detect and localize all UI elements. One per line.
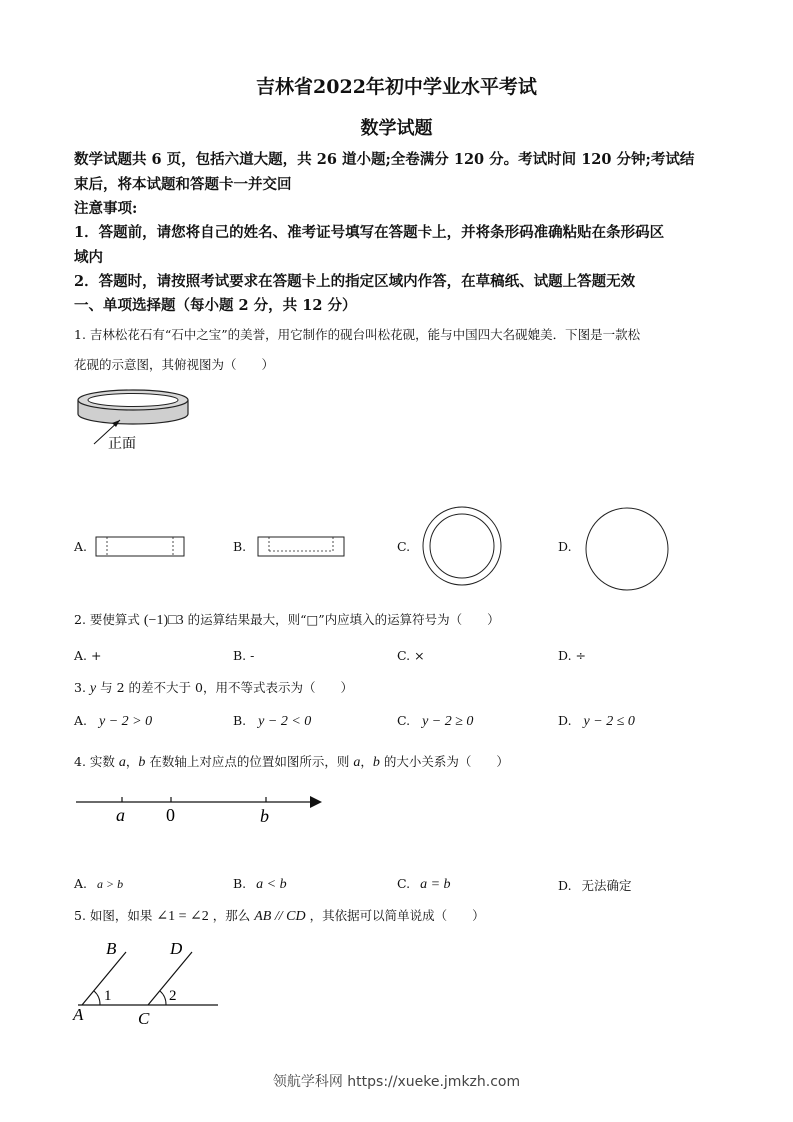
q1-option-b-label: B. [233, 539, 247, 554]
q5-suffix: ，其依据可以简单说成（ ） [309, 908, 485, 923]
q5-expr-angles: ∠1 = ∠2 [156, 909, 209, 924]
q5-expr-parallel: AB // CD [254, 909, 306, 924]
q4-prefix: 4. 实数 [74, 754, 115, 769]
q1-option-d-label: D. [558, 539, 572, 554]
q4-text-1: 在数轴上对应点的位置如图所示，则 [149, 754, 350, 769]
note-1-line-1: 1．答题前，请您将自己的姓名、准考证号填写在答题卡上，并将条形码准确粘贴在条形码区 [74, 224, 665, 241]
axis-label-a: a [116, 805, 125, 825]
q4-option-c-expr: a = b [420, 877, 451, 892]
q4-option-b [233, 876, 287, 893]
q3-option-b-expr: y − 2 < 0 [258, 714, 312, 729]
q4-option-c [397, 876, 451, 893]
q3-option-a [74, 713, 152, 730]
label-angle-1: 1 [104, 988, 112, 1004]
intro-line-2: 束后，将本试题和答题卡一并交回 [74, 176, 292, 193]
q1-option-b-figure [257, 536, 349, 558]
q4-sep-2: ， [360, 754, 373, 769]
q3-option-a-label: A. [74, 713, 88, 728]
q4-text-2: 的大小关系为（ ） [383, 754, 509, 769]
q2-option-c: C. × [397, 648, 425, 663]
q3-option-b-label: B. [233, 713, 247, 728]
q2-option-b: B. - [233, 648, 255, 663]
axis-label-b: b [260, 806, 269, 826]
q4-option-a-label: A. [74, 876, 88, 891]
note-2: 2．答题时，请按照考试要求在答题卡上的指定区域内作答，在草稿纸、试题上答题无效 [74, 273, 636, 290]
notice-label: 注意事项: [74, 200, 138, 217]
q3-number: 3. [74, 680, 86, 695]
q1-option-d-figure [584, 506, 670, 592]
q1-option-a-label: A. [74, 539, 88, 554]
label-b: B [106, 939, 117, 958]
front-label: 正面 [108, 437, 136, 452]
q4-option-a [74, 876, 123, 892]
exam-title: 吉林省2022年初中学业水平考试 [256, 76, 537, 98]
label-d: D [170, 939, 183, 958]
q4-question [74, 752, 509, 771]
q1-inkstone-figure [70, 388, 200, 458]
label-a: A [73, 1005, 84, 1024]
q3-option-a-expr: y − 2 > 0 [99, 714, 153, 729]
axis-label-zero: 0 [166, 805, 175, 825]
label-c: C [138, 1009, 150, 1028]
q5-parallel-lines-figure [70, 938, 226, 1030]
q3-option-d-label: D. [558, 713, 572, 728]
q2-prefix: 2. 要使算式 [74, 612, 140, 627]
q1-text-line-1: 1. 吉林松花石有“石中之宝”的美誉，用它制作的砚台叫松花砚，能与中国四大名砚媲美．下图是一款松 [74, 327, 641, 342]
q1-text-line-2: 花砚的示意图，其俯视图为（ ） [74, 357, 275, 372]
q5-question [74, 906, 485, 925]
exam-subtitle: 数学试题 [360, 118, 433, 139]
q5-prefix: 5. 如图，如果 [74, 908, 153, 923]
q4-var-a-2: a [353, 755, 361, 770]
q5-middle: ，那么 [212, 908, 251, 923]
q4-option-b-expr: a < b [256, 877, 287, 892]
q3-option-c [397, 713, 473, 730]
note-1-line-2: 域内 [74, 249, 103, 266]
q3-option-d-expr: y − 2 ≤ 0 [583, 714, 635, 729]
section-1-heading: 一、单项选择题（每小题 2 分，共 12 分） [74, 297, 357, 314]
q4-var-a: a [118, 755, 126, 770]
q4-number-line [74, 790, 330, 830]
q4-option-d-text: 无法确定 [581, 878, 632, 893]
q3-question [74, 678, 353, 697]
q1-option-c-figure [421, 505, 503, 587]
q2-expression: (−1)□3 [143, 613, 184, 628]
q3-option-c-expr: y − 2 ≥ 0 [422, 714, 474, 729]
q3-variable: y [89, 681, 97, 696]
label-angle-2: 2 [169, 988, 177, 1004]
q4-option-a-expr: a > b [97, 877, 124, 891]
q3-option-d [558, 713, 635, 730]
intro-line-1: 数学试题共 6 页，包括六道大题，共 26 道小题;全卷满分 120 分。考试时间 120 分钟;考试结 [74, 151, 695, 168]
q2-question [74, 610, 500, 629]
q3-option-c-label: C. [397, 713, 411, 728]
q4-option-c-label: C. [397, 876, 411, 891]
q3-text: 与 2 的差不大于 0，用不等式表示为（ ） [100, 680, 353, 695]
q2-option-d: D. ÷ [558, 648, 586, 663]
q4-var-b: b [138, 755, 146, 770]
q4-option-d-label: D. [558, 878, 572, 893]
q1-option-c-label: C. [397, 539, 411, 554]
footer-watermark: 领航学科网 https://xueke.jmkzh.com [272, 1074, 521, 1090]
q4-sep-1: ， [125, 754, 139, 769]
q3-option-b [233, 713, 311, 730]
q2-option-a: A. + [74, 648, 102, 663]
q4-option-d [558, 876, 632, 894]
q1-option-a-figure [95, 536, 187, 558]
q4-var-b-2: b [372, 755, 380, 770]
q4-option-b-label: B. [233, 876, 247, 891]
q2-suffix: 的运算结果最大，则“□”内应填入的运算符号为（ ） [187, 612, 500, 627]
